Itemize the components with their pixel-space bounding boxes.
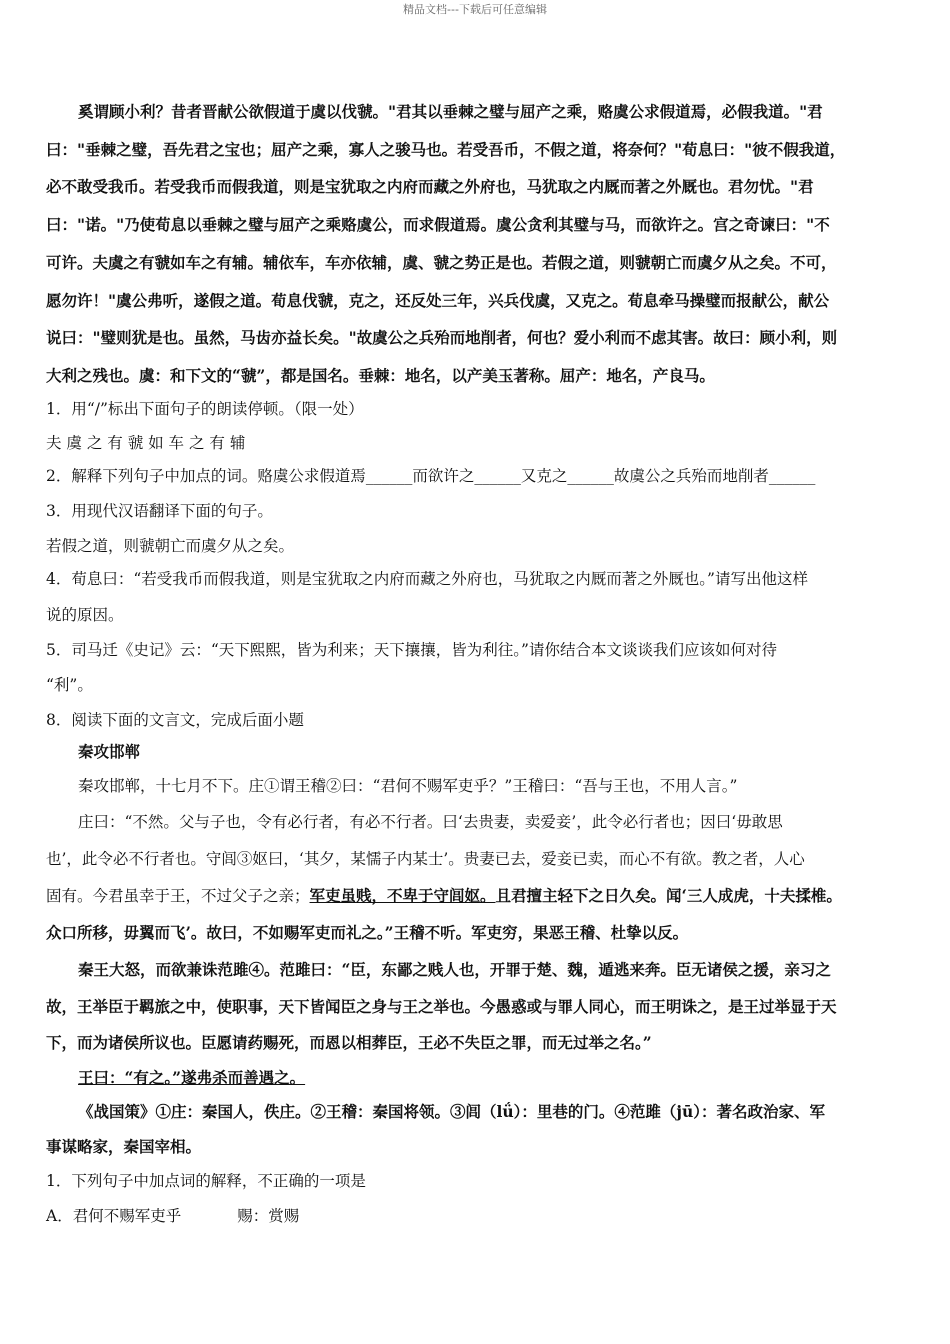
option-a-text: A．君何不赐军吏乎 bbox=[46, 1207, 182, 1225]
option-a-gloss: 赐：赏赐 bbox=[237, 1207, 300, 1225]
passage1-line-6: 愿勿许！"虞公弗听，遂假之道。荀息伐虢，克之，还反处三年，兴兵伐虞，又克之。荀息牵马操璧而报献公，献公 bbox=[46, 291, 830, 310]
section-8-line-8: 下，而为诸侯所议也。臣愿请药赐死，而恩以相葬臣，王必不失臣之罪，而无过举之名。” bbox=[46, 1033, 652, 1052]
line-4-underlined: 军吏虽贱，不卑于守闾妪。 bbox=[309, 886, 496, 905]
passage1-line-4: 曰："诺。"乃使荀息以垂棘之璧与屈产之乘赂虞公，而求假道焉。虞公贪利其璧与马，而欲许之。宫之奇谏曰："不 bbox=[46, 215, 830, 234]
passage1-line-5: 可许。夫虞之有虢如车之有辅。辅依车，车亦依辅，虞、虢之势正是也。若假之道，则虢朝亡而虞夕从之矣。不可， bbox=[46, 253, 837, 272]
section-8-line-6: 秦王大怒，而欲兼诛范雎④。范雎曰：“臣，东鄙之贱人也，开罪于楚、魏，遁逃来奔。臣无诸侯之援，亲习之 bbox=[78, 960, 831, 979]
section-8-title: 秦攻邯郸 bbox=[78, 742, 141, 761]
question-1-sentence: 夫 虞 之 有 虢 如 车 之 有 辅 bbox=[46, 434, 246, 452]
question-1: 1．用“/”标出下面句子的朗读停顿。（限一处） bbox=[46, 400, 364, 418]
section-8-line-3: 也’，此令必不行者也。守闾③妪曰，‘其夕，某懦子内某士’。贵妻已去，爱妾已卖，而心不有欲。教之者，人心 bbox=[46, 850, 805, 868]
page-header: 精品文档---下载后可任意编辑 bbox=[403, 3, 547, 16]
subquestion-1: 1．下列句子中加点词的解释，不正确的一项是 bbox=[46, 1172, 366, 1190]
question-3: 3．用现代汉语翻译下面的句子。 bbox=[46, 502, 273, 520]
king-line: 王曰：“有之。”遂弗杀而善遇之。 bbox=[78, 1068, 306, 1087]
question-5-line-1: 5．司马迁《史记》云：“天下熙熙，皆为利来；天下攘攘，皆为利往。”请你结合本文谈谈我们应该如何对待 bbox=[46, 641, 777, 659]
question-4-line-2: 说的原因。 bbox=[46, 606, 124, 624]
question-2: 2．解释下列句子中加点的词。赂虞公求假道焉______而欲许之______又克之______故虞公之兵殆而地削者______ bbox=[46, 467, 816, 485]
option-a bbox=[46, 1206, 299, 1226]
section-8-line-7: 故，王举臣于羁旅之中，使职事，天下皆闻臣之身与王之举也。今愚惑或与罪人同心，而王明诛之，是王过举显于天 bbox=[46, 997, 837, 1016]
line-4-pre: 固有。今君虽幸于王，不过父子之亲； bbox=[46, 887, 310, 905]
passage1-line-2: 曰："垂棘之璧，吾先君之宝也；屈产之乘，寡人之骏马也。若受吾币，不假之道，将奈何？"荀息曰："彼不假我道， bbox=[46, 140, 846, 159]
question-3-sentence: 若假之道，则虢朝亡而虞夕从之矣。 bbox=[46, 537, 295, 555]
question-5-line-2: “利”。 bbox=[46, 676, 93, 694]
section-8-line-4 bbox=[46, 886, 842, 906]
section-8-line-1: 秦攻邯郸，十七月不下。庄①谓王稽②曰：“君何不赐军吏乎？”王稽曰：“吾与王也，不用人言。” bbox=[78, 777, 738, 795]
passage1-line-7: 说曰："璧则犹是也。虽然，马齿亦益长矣。"故虞公之兵殆而地削者，何也？爱小利而不虑其害。故曰：顾小利，则 bbox=[46, 328, 838, 347]
section-8-line-2: 庄曰：“不然。父与子也，令有必行者，有必不行者。曰‘去贵妻，卖爱妾’，此令必行者也；因曰‘毋敢思 bbox=[78, 813, 783, 831]
line-4-post: 且君擅主轻下之日久矣。闻‘三人成虎，十夫揉椎。 bbox=[495, 886, 842, 905]
section-8-intro: 8．阅读下面的文言文，完成后面小题 bbox=[46, 711, 304, 729]
notes-line-1: 《战国策》①庄：秦国人，佚庄。②王稽：秦国将领。③闾（lǘ）：里巷的门。④范雎（jū）：著名政治家、军 bbox=[78, 1102, 826, 1121]
section-8-line-5: 众口所移，毋翼而飞’。故曰，不如赐军吏而礼之。”王稽不听。军吏穷，果恶王稽、杜挚以反。 bbox=[46, 923, 689, 942]
question-4-line-1: 4．荀息曰：“若受我币而假我道，则是宝犹取之内府而藏之外府也，马犹取之内厩而著之外厩也。”请写出他这样 bbox=[46, 570, 808, 588]
passage1-line-8: 大利之残也。虞：和下文的“虢”，都是国名。垂棘：地名，以产美玉著称。屈产：地名，产良马。 bbox=[46, 366, 715, 385]
passage1-line-1: 奚谓顾小利？昔者晋献公欲假道于虞以伐虢。"君其以垂棘之璧与屈产之乘，赂虞公求假道焉，必假我道。"君 bbox=[78, 102, 823, 121]
passage1-line-3: 必不敢受我币。若受我币而假我道，则是宝犹取之内府而藏之外府也，马犹取之内厩而著之外厩也。君勿忧。"君 bbox=[46, 177, 814, 196]
notes-line-2: 事谋略家，秦国宰相。 bbox=[46, 1137, 202, 1156]
